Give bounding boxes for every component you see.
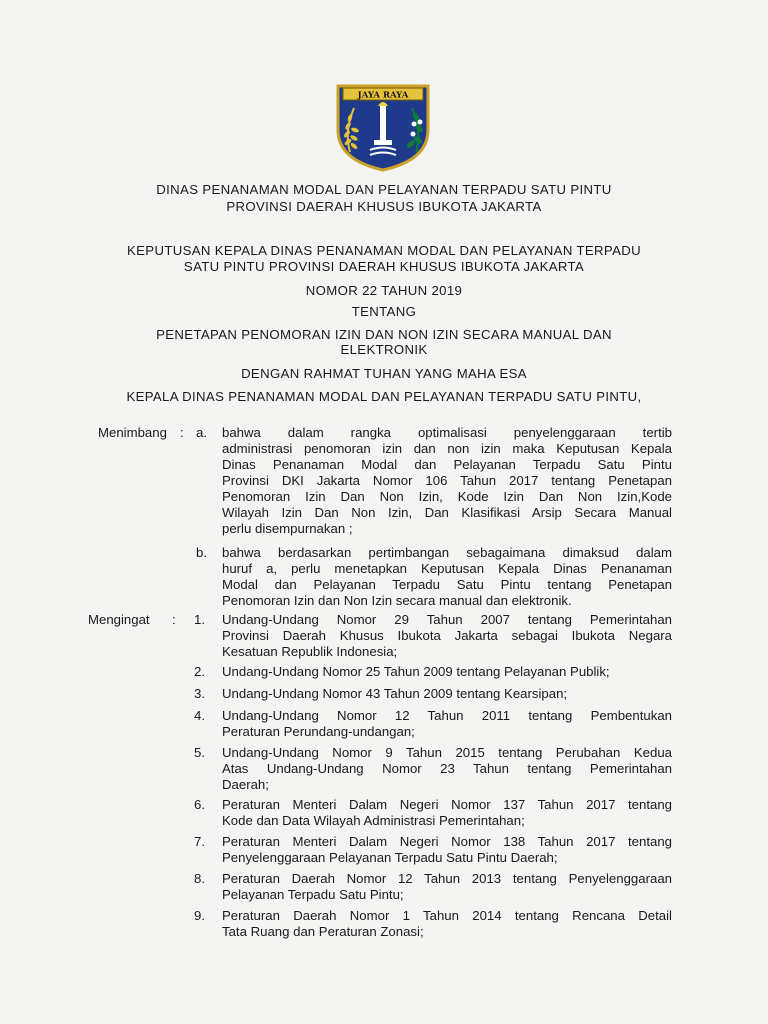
mengingat-7-marker: 7. (194, 834, 205, 849)
decree-title-line2: SATU PINTU PROVINSI DAERAH KHUSUS IBUKOTA JAKARTA (183, 259, 585, 274)
mengingat-1-marker: 1. (194, 612, 205, 627)
header-agency: DINAS PENANAMAN MODAL DAN PELAYANAN TERPADU SATU PINTU (156, 182, 612, 197)
mengingat-2-marker: 2. (194, 664, 205, 679)
mengingat-4-marker: 4. (194, 708, 205, 723)
mengingat-9-text: Peraturan Daerah Nomor 1 Tahun 2014 tentang Rencana Detail Tata Ruang dan Peraturan Zonasi; (222, 908, 672, 939)
menimbang-label: Menimbang (98, 425, 167, 440)
decree-grace: DENGAN RAHMAT TUHAN YANG MAHA ESA (241, 366, 527, 381)
mengingat-1-text: Undang-Undang Nomor 29 Tahun 2007 tentang Pemerintahan Provinsi Daerah Khusus Ibukota Jakarta sebagai Ibukota Negara Kesatuan Republik Indonesia; (222, 612, 672, 659)
mengingat-8-text: Peraturan Daerah Nomor 12 Tahun 2013 tentang Penyelenggaraan Pelayanan Terpadu Satu Pintu; (222, 871, 672, 902)
menimbang-b-text: bahwa berdasarkan pertimbangan sebagaimana dimaksud dalam huruf a, perlu menetapkan Keputusan Kepala Dinas Penanaman Modal dan Pelayanan Terpadu Satu Pintu tentang Penetapan Penomoran Izin dan Non Izin secara manual dan elektronik. (222, 545, 672, 608)
header-province: PROVINSI DAERAH KHUSUS IBUKOTA JAKARTA (226, 199, 542, 214)
mengingat-colon: : (172, 612, 176, 627)
decree-number: NOMOR 22 TAHUN 2019 (305, 283, 463, 298)
menimbang-a-text: bahwa dalam rangka optimalisasi penyelenggaraan tertib administrasi penomoran izin dan non izin maka Keputusan Kepala Dinas Penanaman Modal dan Pelayanan Terpadu Satu Pintu Provinsi DKI Jakarta Nomor 106 Tahun 2017 tentang Penetapan Penomoran Izin Dan Non Izin, Kode Izin Dan Non Izin,Kode Wilayah Izin Dan Non Izin, Dan Klasifikasi Arsip Secara Manual perlu disempurnakan ; (222, 425, 672, 536)
menimbang-b-marker: b. (196, 545, 207, 560)
decree-title-line1: KEPUTUSAN KEPALA DINAS PENANAMAN MODAL DAN PELAYANAN TERPADU (127, 243, 641, 258)
decree-about: TENTANG (351, 304, 417, 319)
mengingat-6-marker: 6. (194, 797, 205, 812)
mengingat-5-marker: 5. (194, 745, 205, 760)
decree-subject-line2: ELEKTRONIK (340, 342, 428, 357)
mengingat-3-marker: 3. (194, 686, 205, 701)
mengingat-label: Mengingat (88, 612, 150, 627)
mengingat-7-text: Peraturan Menteri Dalam Negeri Nomor 138 Tahun 2017 tentang Penyelenggaraan Pelayanan Terpadu Satu Pintu Daerah; (222, 834, 672, 865)
decree-authority: KEPALA DINAS PENANAMAN MODAL DAN PELAYANAN TERPADU SATU PINTU, (126, 389, 642, 404)
menimbang-colon: : (180, 425, 184, 440)
logo-banner-text: JAYA RAYA (357, 90, 409, 101)
mengingat-6-text: Peraturan Menteri Dalam Negeri Nomor 137 Tahun 2017 tentang Kode dan Data Wilayah Administrasi Pemerintahan; (222, 797, 672, 828)
menimbang-a-marker: a. (196, 425, 207, 440)
mengingat-9-marker: 9. (194, 908, 205, 923)
mengingat-4-text: Undang-Undang Nomor 12 Tahun 2011 tentang Pembentukan Peraturan Perundang-undangan; (222, 708, 672, 739)
mengingat-2-text: Undang-Undang Nomor 25 Tahun 2009 tentang Pelayanan Publik; (222, 664, 610, 679)
mengingat-5-text: Undang-Undang Nomor 9 Tahun 2015 tentang Perubahan Kedua Atas Undang-Undang Nomor 23 Tahun tentang Pemerintahan Daerah; (222, 745, 672, 792)
decree-subject-line1: PENETAPAN PENOMORAN IZIN DAN NON IZIN SECARA MANUAL DAN (156, 327, 612, 342)
mengingat-8-marker: 8. (194, 871, 205, 886)
jakarta-coat-of-arms-logo (334, 82, 432, 172)
mengingat-3-text: Undang-Undang Nomor 43 Tahun 2009 tentang Kearsipan; (222, 686, 568, 701)
